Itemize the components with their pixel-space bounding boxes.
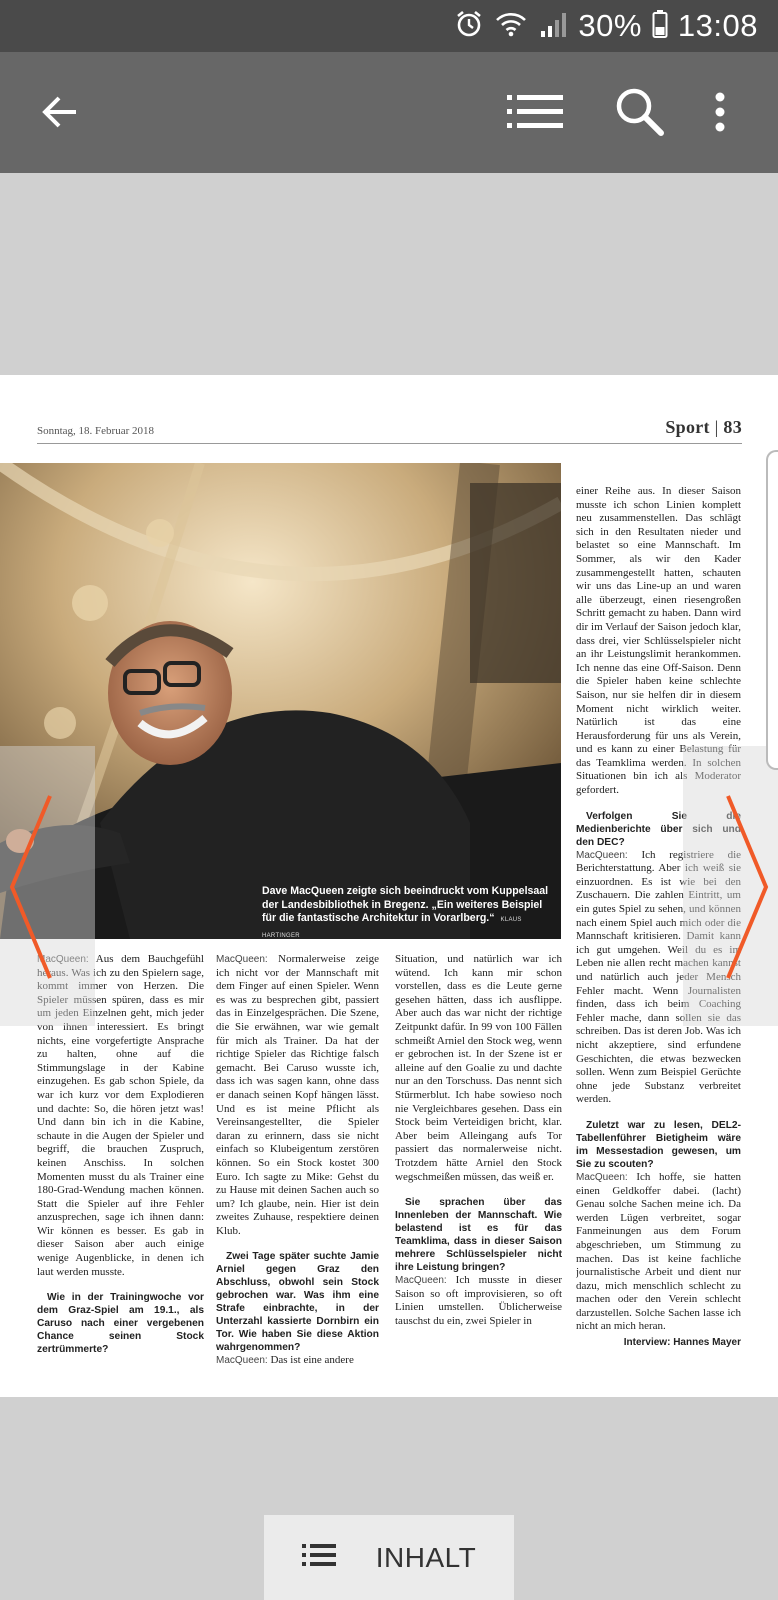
signal-icon xyxy=(538,9,568,44)
list-icon xyxy=(507,92,563,137)
column-paragraph xyxy=(216,953,379,1238)
author-signature: Interview: Hannes Mayer xyxy=(623,1337,741,1349)
answer-text: Ich musste in dieser Saison so oft improvisieren, so oft Linien umstellen. Üblicherweise tauschst du ein, zwei Spieler in xyxy=(395,1274,562,1327)
clock: 13:08 xyxy=(677,8,758,43)
app-bar xyxy=(0,52,778,173)
chevron-right-icon xyxy=(726,792,770,982)
section-name: Sport xyxy=(665,417,710,437)
header-separator: | xyxy=(714,417,724,437)
contents-button[interactable] xyxy=(264,1515,514,1600)
battery-icon xyxy=(652,9,668,44)
caption-text: Dave MacQueen zeigte sich beeindruckt vom Kuppelsaal der Landesbibliothek in Bregenz. „Ein weiteres Beispiel für die fantastische Architektur in Vorarlberg.“ xyxy=(262,885,549,924)
previous-page-button[interactable] xyxy=(0,746,95,1026)
answer-text: Ich registriere die Berichterstattung. Aber ich weiß sie einzuordnen. Es ist wie bei den Zuschauern. Die zahlen Eintritt, um ein gutes Spiel zu sehen, und können nach einem Spiel auch mich oder die Mannschaft kritisieren. Damit kann ich gut umgehen. Weil du es im Leben nie allen recht machen kannst und natürlich auch jeder Mensch Fehler macht. Wenn Journalisten finden, dass ich beim Coaching Fehler mache, dann sollen sie das schreiben. Das ist deren Job. Was ich nicht akzeptiere, sind erfundene Geschichten, die etwas bezwecken sollen. Wenn zum Beispiel Gerüchte ohne jede Substanz verbreitet werden. xyxy=(576,848,741,1106)
more-options-button[interactable] xyxy=(698,82,742,146)
page-date: Sonntag, 18. Februar 2018 xyxy=(37,425,155,437)
list-icon xyxy=(302,1543,336,1572)
back-arrow-icon xyxy=(40,92,80,137)
header-rule xyxy=(37,443,742,444)
photo-credit: KLAUS HARTINGER xyxy=(262,917,522,939)
more-vert-icon xyxy=(714,92,726,137)
interview-question: Verfolgen Sie die Medienberichte über sich und den DEC? xyxy=(576,810,741,848)
article-column-3 xyxy=(395,953,562,1373)
table-of-contents-button[interactable] xyxy=(503,82,567,146)
speaker-label: MacQueen: xyxy=(576,849,628,861)
wifi-icon xyxy=(494,9,528,44)
alarm-icon xyxy=(454,9,484,44)
speaker-label: MacQueen: xyxy=(216,954,268,965)
speaker-label: MacQueen: xyxy=(576,1171,628,1183)
page-header xyxy=(665,417,742,438)
battery-percent: 30% xyxy=(578,8,642,43)
contents-label: INHALT xyxy=(375,1541,477,1573)
answer-text: Normalerweise zeige ich nicht vor der Mannschaft mit dem Finger auf einen Spieler. Wenn es was zu besprechen gibt, passiert das in Einzelgesprächen. Die Szene, die Sie erwähnen, war wie gemalt für mich als Trainer. Da hat der richtige Spieler das Richtige falsch gemacht. Bei Caruso wusste ich, dass ich was sagen kann, ohne dass er danach seinen Kopf hängen lässt. Und es ist meine Pflicht als Vereinsangestellter, die Spieler daran zu erinnern, dass sie nicht einfach so Klubeigentum zerstören können. So ein Stock kostet 300 Euro. Ich sagte zu Mike: Gehst du zu Hause mit deinen Sachen auch so um? Ich glaube, nein. Hier ist dein zweites Zuhause, respektiere deinen Klub. xyxy=(216,953,379,1237)
column-paragraph: einer Reihe aus. In dieser Saison musste ich schon Linien komplett neu zusammenstellen. Das schlägt sich in den Resultaten nieder und belastet so eine Mannschaft. Im Sommer, als wir den Kader zusammengestellt hatten, schauten wir uns das Line-up an und waren alle überzeugt, einen riesengroßen Schritt gemacht zu haben. Dann wird dir im Verlauf der Saison jedoch klar, dass drei, vier Schlüsselspieler nicht an ihr Leistungslimit herankommen. Ich nenne das eine Off-Saison. Denn die Spieler haben keine schlechte Saison, nur sie helfen dir in diesem Moment nicht wirklich weiter. Natürlich ist das eine Herausforderung für uns als Verein, und es kann zu einer Belastung für das Teamklima werden. In solchen Situationen bin ich als Moderator gefordert. xyxy=(576,485,741,797)
article-column-2 xyxy=(216,953,379,1373)
newspaper-page[interactable] xyxy=(0,375,778,1397)
speaker-label: MacQueen: xyxy=(37,954,89,965)
speaker-label: MacQueen: xyxy=(216,1355,268,1367)
search-icon xyxy=(614,86,666,143)
interview-question: Wie in der Trainingwoche vor dem Graz-Spiel am 19.1., als Caruso nach einer vergebenen Chance seinen Stock zertrümmerte? xyxy=(37,1292,204,1356)
column-paragraph xyxy=(576,1171,741,1334)
column-paragraph: Situation, und natürlich war ich wütend. Ich kann mir schon vorstellen, dass es die Leute gerne gesehen hätten, dass ich ausflippe. Aber auch das war nicht der richtige Zeitpunkt dafür. In 99 von 100 Fällen schmeißt Arniel den Stock weg, wenn er gebrochen ist. In der Szene ist er alleine auf den Goalie zu und dachte nur an den Torschuss. Das nennt sich Stürmerblut. Ich habe sowieso noch nie Vergleichbares gesehen. Dass ein Stock beim Verteidigen bricht, klar. Aber beim Alleingang aufs Tor passiert das normalerweise nicht. Trotzdem hätte Arniel den Stock wegschmeißen müssen, das weiß er. xyxy=(395,953,562,1183)
page-number: 83 xyxy=(723,417,742,437)
interview-question: Zwei Tage später suchte Jamie Arniel gegen Graz den Abschluss, obwohl sein Stock gebrochen war. Was ihm eine Strafe einbrachte, in der Unterzahl kassierte Dornbirn ein Tor. Wie haben Sie diese Aktion wahrgenommen? xyxy=(216,1251,379,1354)
back-button[interactable] xyxy=(28,82,92,146)
chevron-left-icon xyxy=(8,792,52,982)
scroll-handle[interactable] xyxy=(766,450,778,770)
status-bar xyxy=(0,0,778,52)
interview-question: Sie sprachen über das Innenleben der Mannschaft. Wie belastend ist es für das Teamklima, dass in dieser Saison mehrere Schlüsselspieler nicht ihre Leistung bringen? xyxy=(395,1197,562,1274)
answer-text: Ich hoffe, sie hatten einen Geldkoffer dabei. (lacht) Genau solche Sachen meine ich. Da werden Lügen verbreitet, sogar Fanmeinungen aus dem Forum abgeschrieben, um Stimmung zu machen. Das ist keine fachliche journalistische Arbeit und dient nur dazu, mich menschlich schlecht zu machen oder den Verein schlecht darzustellen. Solche Sachen lasse ich nicht an mich heran. xyxy=(576,1170,741,1333)
speaker-label: MacQueen: xyxy=(395,1275,447,1287)
search-button[interactable] xyxy=(608,82,672,146)
photo-caption xyxy=(262,885,552,939)
answer-text: Das ist eine andere xyxy=(270,1354,354,1367)
column-paragraph xyxy=(395,1274,562,1328)
answer-text: Aus dem Bauchgefühl heraus. Was ich zu den Spielern sage, kommt immer von Herzen. Die Spieler müssen spüren, dass es mir um jeden Einzelnen geht, mich jeder von ihnen interessiert. Es bringt nichts, eine vorgefertigte Ansprache zu halten, ohne auf die Stimmungslage in der Kabine einzugehen. Es gab schon Spiele, da war ich kurz vor dem Explodieren und dachte: So, die hören jetzt was! Und dann bin ich in die Kabine, schaute in die Augen der Spieler und begriff, die brauchen Zuspruch, keinen Anschiss. In solchen Momenten musst du als Trainer eine 180-Grad-Wendung machen können. Statt die Spieler auf ihre Fehler anzusprechen, sage ich ihnen dann: Wir können es besser. Es gab in dieser Saison aber auch einige wenige Augenblicke, in denen ich laut werden musste. xyxy=(37,953,204,1278)
column-paragraph xyxy=(216,1354,379,1368)
interview-question: Zuletzt war zu lesen, DEL2-Tabellenführer Bietigheim wäre im Messestadion gewesen, um Sie zu scouten? xyxy=(576,1119,741,1170)
next-page-button[interactable] xyxy=(683,746,778,1026)
